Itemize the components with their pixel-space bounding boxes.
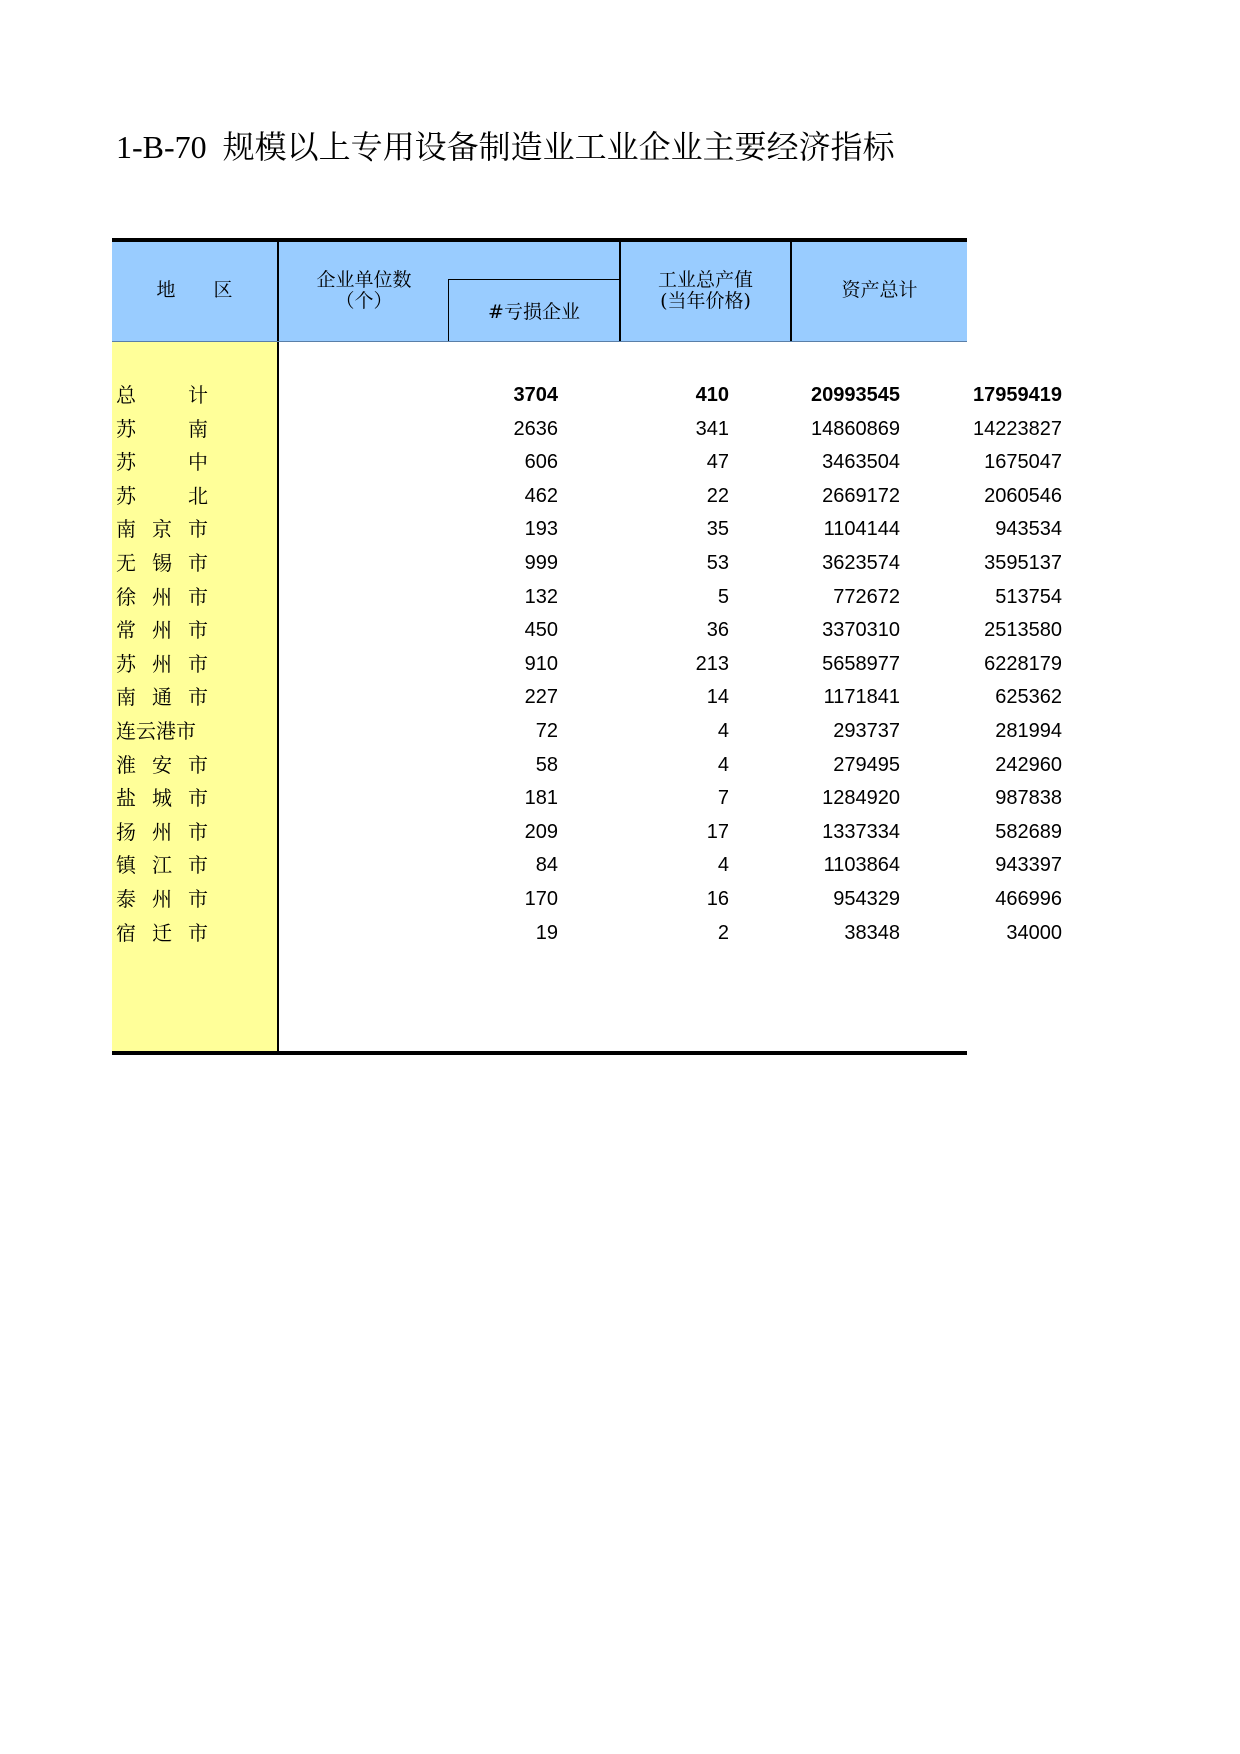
enterprises-count: 462	[524, 484, 558, 507]
total-assets: 943534	[995, 518, 1062, 541]
region-char: 苏	[116, 450, 136, 475]
enterprises-count: 193	[524, 518, 558, 541]
region-name	[116, 612, 208, 649]
region-name	[116, 444, 208, 481]
region-char: 州	[152, 618, 172, 643]
table-row	[112, 444, 1062, 481]
region-char: 市	[176, 719, 196, 743]
region-name	[116, 814, 208, 851]
gross-output-value: 1104144	[823, 518, 900, 541]
header-output-line2: (当年价格)	[660, 290, 751, 312]
header-loss-making: #亏损企业	[488, 301, 580, 323]
region-name	[116, 646, 208, 683]
loss-making-count: 4	[717, 753, 729, 776]
region-char: 州	[152, 584, 172, 609]
table-header	[112, 242, 967, 342]
loss-making-count: 22	[706, 484, 729, 507]
enterprises-count: 3704	[513, 384, 558, 406]
header-region: 地 区	[156, 279, 233, 301]
enterprises-count: 72	[535, 720, 558, 742]
region-char: 苏	[116, 416, 136, 441]
table-code: 1-B-70	[116, 129, 207, 165]
loss-making-count: 17	[706, 820, 729, 843]
region-name	[116, 915, 208, 952]
loss-making-count: 35	[706, 518, 729, 541]
header-enterprises-line1: 企业单位数	[316, 269, 412, 291]
region-name	[116, 847, 208, 884]
gross-output-value: 3463504	[822, 451, 900, 474]
loss-making-count: 14	[706, 686, 729, 709]
enterprises-count: 227	[524, 686, 558, 709]
gross-output-value: 14860869	[811, 417, 900, 440]
table-row	[112, 679, 1062, 716]
gross-output-value: 3623574	[822, 552, 900, 574]
enterprises-count: 450	[524, 619, 558, 642]
enterprises-count: 606	[524, 451, 558, 474]
loss-making-count: 53	[706, 552, 729, 574]
region-name	[116, 881, 208, 918]
loss-making-count: 4	[717, 854, 729, 877]
gross-output-value: 1337334	[822, 820, 900, 843]
gross-output-value: 2669172	[822, 484, 900, 507]
total-assets: 582689	[995, 820, 1062, 843]
header-output	[621, 270, 790, 312]
region-char: 云	[136, 719, 156, 743]
enterprises-count: 181	[524, 787, 558, 810]
region-char: 市	[188, 786, 208, 811]
region-char: 港	[156, 719, 176, 743]
gross-output-value: 38348	[844, 921, 900, 944]
region-char: 市	[188, 920, 208, 945]
header-enterprises-line2: （个）	[335, 290, 393, 312]
region-char: 北	[188, 483, 208, 508]
gross-output-value: 954329	[833, 888, 900, 910]
table-row	[112, 814, 1062, 851]
region-char: 南	[116, 685, 136, 710]
loss-making-count: 5	[717, 585, 729, 608]
region-char: 连	[116, 719, 136, 743]
region-char: 苏	[116, 483, 136, 508]
table-row	[112, 377, 1062, 414]
enterprises-count: 999	[524, 552, 558, 574]
total-assets: 513754	[995, 585, 1062, 608]
total-assets: 1675047	[984, 451, 1062, 474]
table-row	[112, 545, 1062, 582]
region-char: 州	[152, 887, 172, 911]
enterprises-count: 84	[535, 854, 558, 877]
bottom-rule	[112, 1051, 967, 1055]
region-char: 苏	[116, 651, 136, 676]
gross-output-value: 20993545	[811, 384, 900, 406]
enterprises-count: 170	[524, 888, 558, 910]
table-row	[112, 411, 1062, 448]
gross-output-value: 1284920	[822, 787, 900, 810]
loss-making-count: 16	[706, 888, 729, 910]
enterprises-count: 209	[524, 820, 558, 843]
region-char: 盐	[116, 786, 136, 811]
data-table	[112, 238, 1062, 1055]
region-char: 淮	[116, 752, 136, 777]
region-char: 市	[188, 551, 208, 575]
enterprises-count: 132	[524, 585, 558, 608]
loss-making-count: 410	[695, 384, 729, 406]
region-name	[116, 780, 208, 817]
table-title: 规模以上专用设备制造业工业企业主要经济指标	[222, 128, 895, 166]
region-char: 计	[188, 383, 208, 407]
region-char: 市	[188, 651, 208, 676]
total-assets: 281994	[995, 720, 1062, 742]
total-assets: 14223827	[973, 417, 1062, 440]
loss-making-count: 213	[695, 652, 729, 675]
region-char: 市	[188, 685, 208, 710]
total-assets: 987838	[995, 787, 1062, 810]
region-char: 迁	[152, 920, 172, 945]
total-assets: 17959419	[973, 384, 1062, 406]
region-char: 通	[152, 685, 172, 710]
table-row	[112, 579, 1062, 616]
total-assets: 34000	[1006, 921, 1062, 944]
loss-making-count: 7	[717, 787, 729, 810]
gross-output-value: 772672	[833, 585, 900, 608]
total-assets: 6228179	[984, 652, 1062, 675]
region-char: 京	[152, 517, 172, 542]
region-name	[116, 679, 208, 716]
gross-output-value: 279495	[833, 753, 900, 776]
gross-output-value: 3370310	[822, 619, 900, 642]
table-row	[112, 847, 1062, 884]
header-output-line1: 工业总产值	[657, 269, 753, 291]
region-name	[116, 377, 208, 414]
total-assets: 2513580	[984, 619, 1062, 642]
table-row	[112, 881, 1062, 918]
page-title	[116, 122, 895, 168]
table-row	[112, 747, 1062, 784]
table-row	[112, 612, 1062, 649]
table-row	[112, 646, 1062, 683]
region-char: 安	[152, 752, 172, 777]
enterprises-count: 2636	[513, 417, 558, 440]
region-name	[116, 478, 208, 515]
region-char: 市	[188, 819, 208, 844]
total-assets: 943397	[995, 854, 1062, 877]
enterprises-count: 910	[524, 652, 558, 675]
region-char: 市	[188, 853, 208, 878]
table-row	[112, 915, 1062, 952]
region-name	[116, 545, 208, 582]
total-assets: 625362	[995, 686, 1062, 709]
gross-output-value: 1171841	[823, 686, 900, 709]
gross-output-value: 5658977	[822, 652, 900, 675]
region-char: 无	[116, 551, 136, 575]
table-row	[112, 780, 1062, 817]
region-char: 南	[116, 517, 136, 542]
loss-making-count: 2	[717, 921, 729, 944]
loss-making-count: 47	[706, 451, 729, 474]
total-assets: 3595137	[984, 552, 1062, 574]
enterprises-count: 58	[535, 753, 558, 776]
region-char: 市	[188, 517, 208, 542]
region-name	[116, 747, 208, 784]
gross-output-value: 293737	[833, 720, 900, 742]
table-row	[112, 478, 1062, 515]
table-row	[112, 511, 1062, 548]
region-char: 镇	[116, 853, 136, 878]
region-char: 泰	[116, 887, 136, 911]
region-char: 南	[188, 416, 208, 441]
enterprises-count: 19	[535, 921, 558, 944]
region-char: 市	[188, 618, 208, 643]
region-char: 中	[188, 450, 208, 475]
region-char: 城	[152, 786, 172, 811]
region-name	[116, 411, 208, 448]
region-name	[116, 579, 208, 616]
region-name	[116, 713, 196, 750]
region-char: 市	[188, 887, 208, 911]
region-char: 宿	[116, 920, 136, 945]
region-char: 州	[152, 651, 172, 676]
region-char: 常	[116, 618, 136, 643]
region-char: 徐	[116, 584, 136, 609]
total-assets: 2060546	[984, 484, 1062, 507]
region-char: 市	[188, 752, 208, 777]
loss-making-count: 341	[695, 417, 729, 440]
total-assets: 242960	[995, 753, 1062, 776]
region-char: 锡	[152, 551, 172, 575]
table-row	[112, 713, 1062, 750]
loss-making-count: 36	[706, 619, 729, 642]
gross-output-value: 1103864	[823, 854, 900, 877]
header-assets: 资产总计	[841, 279, 918, 301]
loss-making-count: 4	[717, 720, 729, 742]
region-char: 江	[152, 853, 172, 878]
region-name	[116, 511, 208, 548]
total-assets: 466996	[995, 888, 1062, 910]
region-char: 总	[116, 383, 136, 407]
region-char: 市	[188, 584, 208, 609]
region-char: 扬	[116, 819, 136, 844]
region-char: 州	[152, 819, 172, 844]
